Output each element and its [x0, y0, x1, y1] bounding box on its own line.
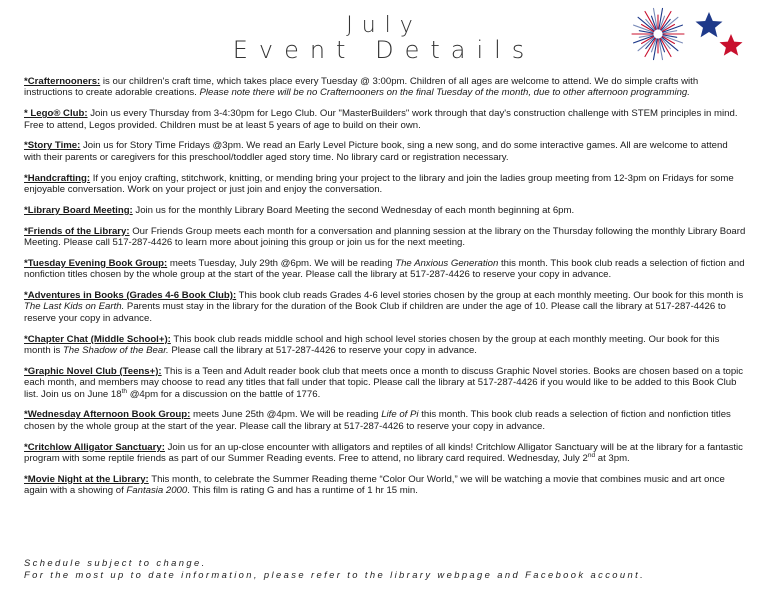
- event-name: *Chapter Chat (Middle School+):: [24, 333, 171, 345]
- event-description: this month. This book club reads a selection of fiction and nonfiction titles chosen by the whole group at the start of the year. Please call the library at 517-287-4426 to reserve your copy in advance.: [24, 409, 731, 432]
- page-title-month: July: [346, 13, 422, 38]
- event-title-italic: The Anxious Generation: [395, 257, 499, 269]
- page-title-subtitle: Event Details: [232, 36, 536, 64]
- event-item: [24, 108, 746, 131]
- event-title-italic: Fantasia 2000: [126, 485, 188, 497]
- event-description: is our children's craft time, which takes place every Tuesday @ 3:00pm. Children of all ages are welcome to attend. We do simple crafts with instructions to create adorable creations.: [24, 76, 699, 99]
- event-description: This is a Teen and Adult reader book club that meets once a month to discuss Graphic Novel stories. Books are chosen based on a topic each month, and members may choose to read any titles that fall under that topic. Please call the library at 517-287-4426 if you would like to be added to this Book Club list. Join us on June 18: [24, 365, 744, 400]
- event-list: [24, 76, 746, 506]
- event-name: *Graphic Novel Club (Teens+):: [24, 365, 162, 377]
- event-title-italic: The Last Kids on Earth.: [24, 301, 125, 313]
- event-description: at 3pm.: [595, 453, 630, 465]
- event-description: Parents must stay in the library for the duration of the Book Club if children are under the age of 10. Please call the library at 517-287-4426 to reserve your copy in advance.: [24, 301, 726, 324]
- event-description: This book club reads middle school and high school level stories chosen by the group at each monthly meeting. Our book for this month is: [24, 333, 720, 357]
- event-name: *Library Board Meeting:: [24, 204, 133, 216]
- event-description: This book club reads Grades 4-6 level stories chosen by the group at each monthly meeting. Our book for this month is: [236, 290, 744, 302]
- event-name: *Movie Night at the Library:: [24, 473, 149, 485]
- event-item: [24, 76, 746, 99]
- footer-note: [24, 557, 645, 581]
- event-name: *Wednesday Afternoon Book Group:: [24, 409, 191, 421]
- event-item: [24, 140, 746, 163]
- event-description: @4pm for a discussion on the battle of 1776.: [127, 388, 321, 400]
- event-description: th: [121, 387, 128, 395]
- event-name: *Friends of the Library:: [24, 225, 130, 237]
- event-description: If you enjoy crafting, stitchwork, knitting, or mending bring your project to the library and join the ladies group meeting from 12-3pm on Fridays for some enjoyable conversation. Work on your project or just join and enjoy the conversation.: [24, 172, 734, 196]
- event-item: [24, 474, 746, 497]
- event-description: meets June 25th @4pm. We will be reading: [190, 409, 382, 421]
- event-name: *Critchlow Alligator Sanctuary:: [24, 441, 165, 453]
- event-description: Join us for Story Time Fridays @3pm. We read an Early Level Picture book, sing a new song, and do some interactive games. All are welcome to attend with their parents or caregivers for this preschool/toddler aged story time. No library card or registration necessary.: [24, 140, 728, 163]
- event-description: nd: [587, 451, 596, 459]
- event-item: [24, 334, 746, 357]
- event-item: [24, 226, 746, 249]
- event-item: [24, 205, 746, 216]
- event-item: [24, 366, 746, 400]
- event-name: *Handcrafting:: [24, 172, 91, 184]
- event-name: * Lego® Club:: [24, 108, 88, 120]
- event-description: Please call the library at 517-287-4426 to reserve your copy in advance.: [168, 345, 477, 357]
- footer-line-info: For the most up to date information, please refer to the library webpage and Facebook account.: [24, 569, 646, 580]
- event-item: [24, 290, 746, 324]
- event-title-italic: Please note there will be no Crafternooners on the final Tuesday of the month, due to other afternoon programming.: [199, 87, 690, 99]
- decoration-graphic: [628, 4, 752, 70]
- event-description: Our Friends Group meets each month for a conversation and planning session at the library on the Thursday following the monthly Library Board Meeting. Please call 517-287-4426 to learn more about joining this group or join us for the next meeting.: [24, 225, 746, 249]
- blue-star-icon: [696, 12, 723, 37]
- event-name: *Story Time:: [24, 140, 81, 152]
- event-description: This month, to celebrate the Summer Reading theme “Color Our World,” we will be watching a movie that combines music and art once again with a showing of: [24, 473, 725, 497]
- event-item: [24, 173, 746, 196]
- event-name: *Adventures in Books (Grades 4-6 Book Club):: [24, 290, 237, 302]
- event-description: Join us for the monthly Library Board Meeting the second Wednesday of each month beginning at 6pm.: [132, 204, 575, 216]
- event-description: . This film is rating G and has a runtime of 1 hr 15 min.: [187, 485, 418, 497]
- fireworks-icon: [632, 8, 684, 59]
- event-name: *Crafternooners:: [24, 76, 101, 87]
- event-description: this month. This book club reads a selection of fiction and nonfiction titles chosen by the whole group at the start of the year. Please call the library at 517-287-4426 to reserve your copy in advance.: [24, 257, 745, 281]
- event-title-italic: Life of Pi: [381, 409, 419, 421]
- event-name: *Tuesday Evening Book Group:: [24, 257, 168, 269]
- red-star-icon: [720, 34, 743, 56]
- event-item: [24, 409, 746, 432]
- event-description: meets Tuesday, July 29th @6pm. We will be reading: [167, 257, 396, 269]
- event-item: [24, 442, 746, 465]
- event-title-italic: The Shadow of the Bear.: [62, 345, 169, 357]
- event-description: Join us for an up-close encounter with alligators and reptiles of all kinds! Critchlow Alligator Sanctuary will be at the library for a fantastic program with some reptile friends as part of our Summer Reading events. Free to attend, no library card required. Wednesday, July 2: [24, 441, 743, 465]
- footer-line-schedule: Schedule subject to change.: [24, 557, 207, 568]
- event-description: Join us every Thursday from 3-4:30pm for Lego Club. Our "MasterBuilders" work through that day's construction challenge with STEM principles in mind. Free to attend, Legos provided. Children must be at least 5 years of age to build on their own.: [24, 108, 738, 131]
- event-item: [24, 258, 746, 281]
